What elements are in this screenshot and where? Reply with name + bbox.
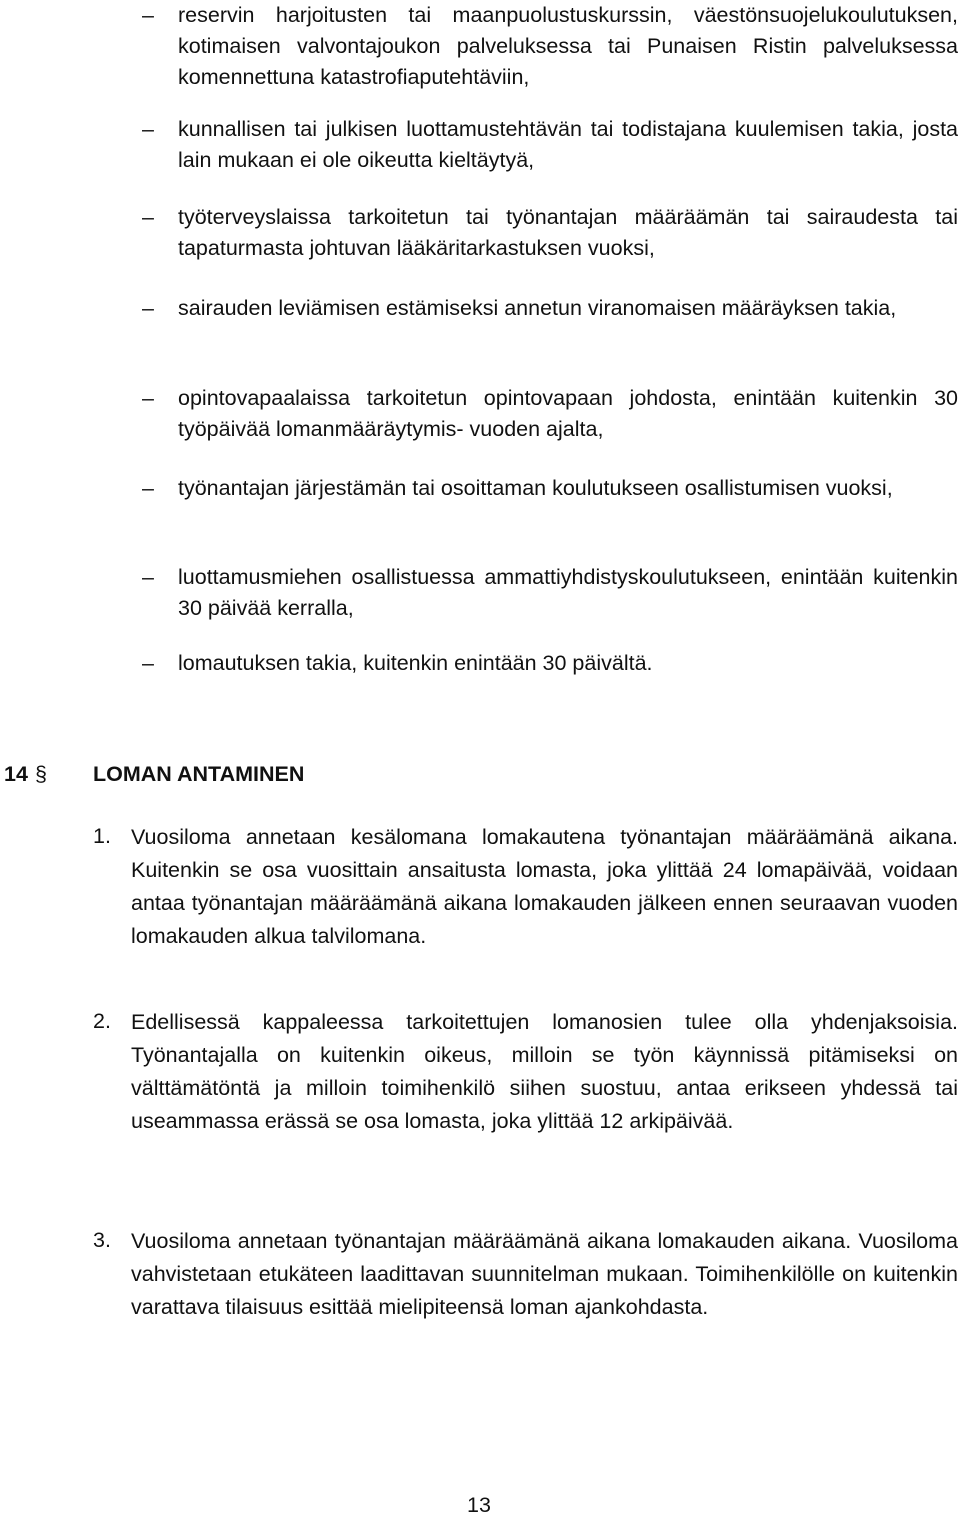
dash-marker: –: [142, 565, 154, 589]
page-number: 13: [467, 1493, 491, 1517]
section-number: 14: [4, 762, 28, 786]
dash-marker: –: [142, 476, 154, 500]
paragraph-number: 2.: [93, 1009, 111, 1033]
list-item-text: kunnallisen tai julkisen luottamustehtävän tai todistajana kuulemisen takia, josta lain mukaan ei ole oikeutta kieltäytyä,: [178, 117, 958, 172]
dash-marker: –: [142, 117, 154, 141]
section-title: LOMAN ANTAMINEN: [93, 762, 305, 786]
section-heading: [0, 759, 960, 793]
section-sign: §: [35, 762, 47, 786]
paragraph-number: 3.: [93, 1228, 111, 1252]
dash-marker: –: [142, 296, 154, 320]
list-item-text: työnantajan järjestämän tai osoittaman koulutukseen osallistumisen vuoksi,: [178, 476, 893, 500]
dash-marker: –: [142, 205, 154, 229]
dash-marker: –: [142, 3, 154, 27]
list-item-text: sairauden leviämisen estämiseksi annetun viranomaisen määräyksen takia,: [178, 296, 897, 320]
list-item-text: opintovapaalaissa tarkoitetun opintovapaan johdosta, enintään kuitenkin 30 työpäivää lomanmääräytymis- vuoden ajalta,: [178, 386, 958, 441]
list-item-text: työterveyslaissa tarkoitetun tai työnantajan määräämän tai sairaudesta tai tapaturmasta johtuvan lääkäritarkastuksen vuoksi,: [178, 205, 958, 260]
list-item-text: reservin harjoitusten tai maanpuolustuskurssin, väestönsuojelukoulutuksen, kotimaisen valvontajoukon palveluksessa tai Punaisen Ristin palveluksessa komennettuna katastrofiaputehtäviin,: [178, 3, 958, 89]
paragraph-text: Edellisessä kappaleessa tarkoitettujen lomanosien tulee olla yhdenjaksoisia. Työnantajalla on kuitenkin oikeus, milloin se työn käynnissä pitämiseksi on välttämätöntä ja milloin toimihenkilö siihen suostuu, antaa erikseen yhdessä tai useammassa erässä se osa lomasta, joka ylittää 12 arkipäivää.: [131, 1010, 958, 1133]
paragraph-text: Vuosiloma annetaan kesälomana lomakautena työnantajan määräämänä aikana. Kuitenkin se osa vuosittain ansaitusta lomasta, joka ylittää 24 lomapäivää, voidaan antaa työnantajan määräämänä aikana lomakauden jälkeen ennen seuraavan vuoden lomakauden alkua talvilomana.: [131, 825, 958, 948]
list-item-text: lomautuksen takia, kuitenkin enintään 30 päivältä.: [178, 651, 653, 675]
paragraph-text: Vuosiloma annetaan työnantajan määräämänä aikana lomakauden aikana. Vuosiloma vahvistetaan etukäteen laadittavan suunnitelman mukaan. Toimihenkilölle on kuitenkin varattava tilaisuus esittää mielipiteensä loman ajankohdasta.: [131, 1229, 958, 1319]
list-item-text: luottamusmiehen osallistuessa ammattiyhdistyskoulutukseen, enintään kuitenkin 30 päivää kerralla,: [178, 565, 958, 620]
dash-marker: –: [142, 651, 154, 675]
paragraph-number: 1.: [93, 824, 111, 848]
dash-marker: –: [142, 386, 154, 410]
